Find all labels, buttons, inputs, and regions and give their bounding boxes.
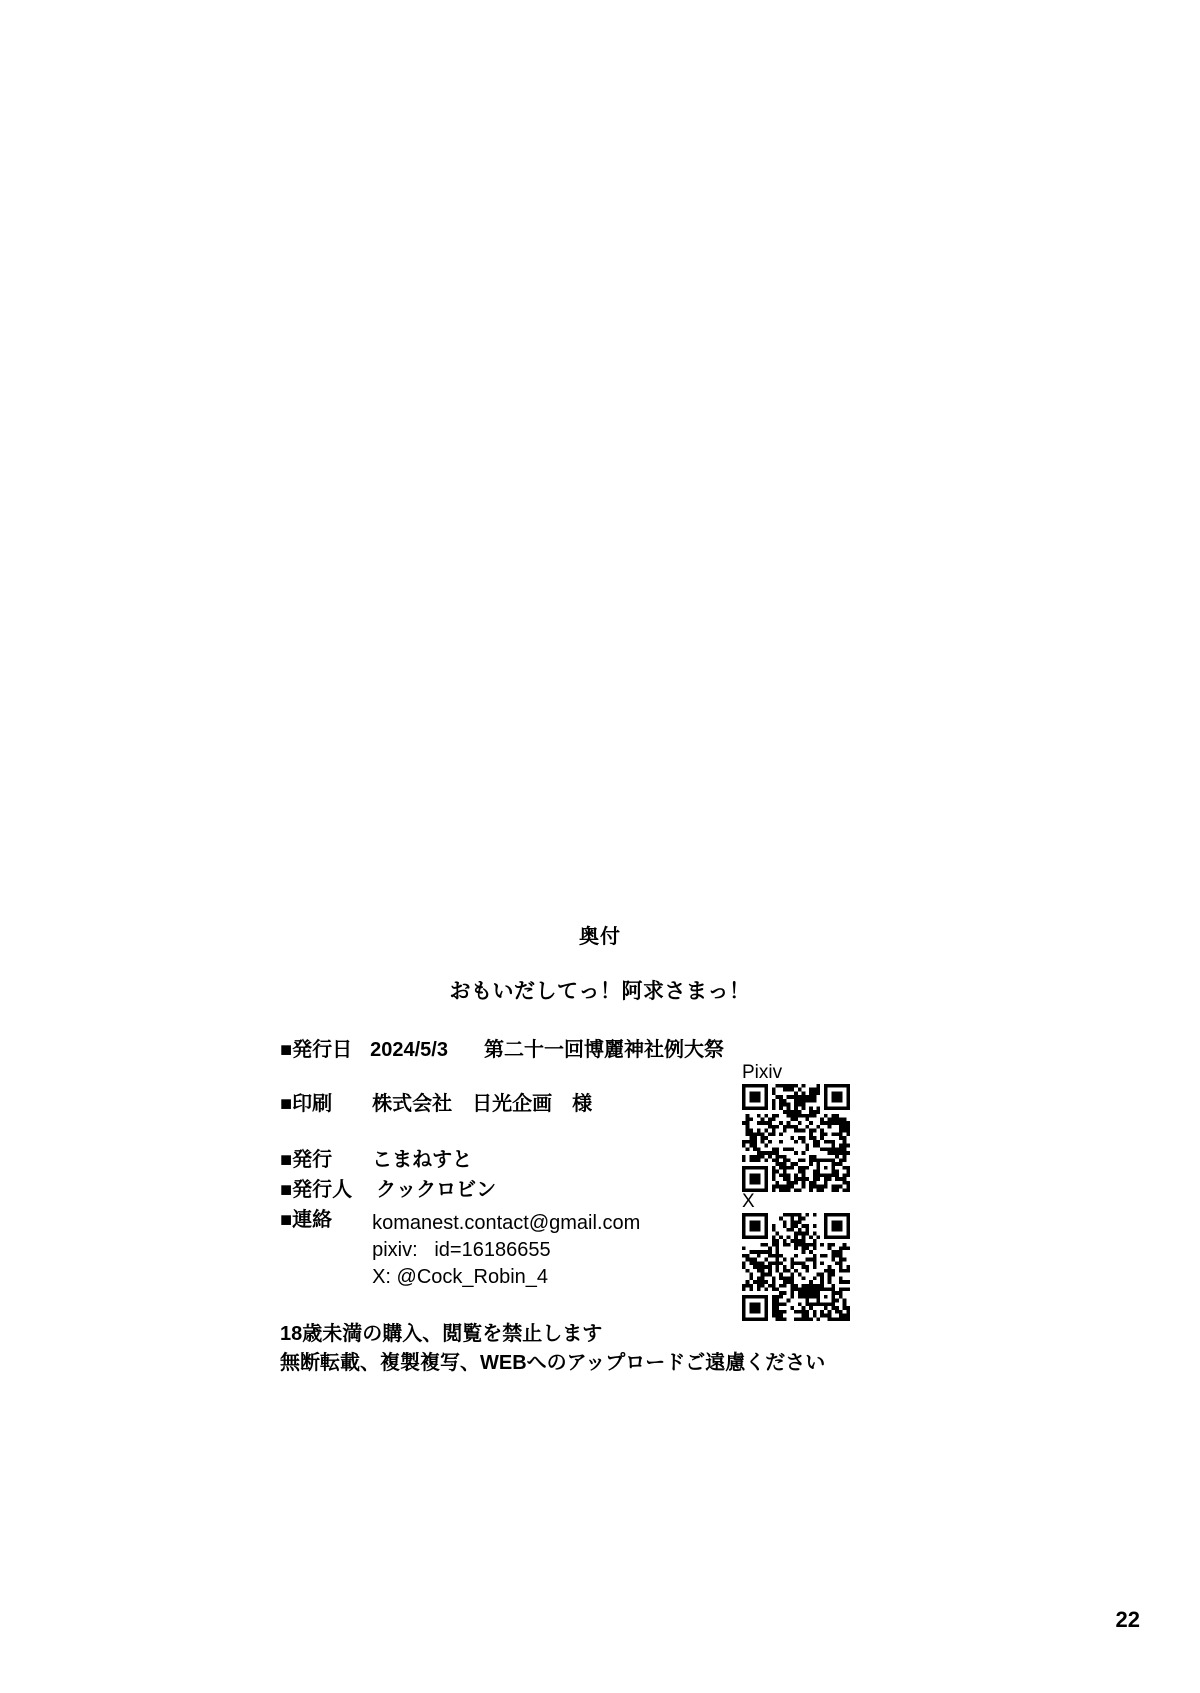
publisher-person-value: クックロビン: [376, 1179, 497, 1201]
contact-x-handle: X: @Cock_Robin_4: [372, 1266, 549, 1288]
notice-reproduction: 無断転載、複製複写、WEBへのアップロードご遠慮ください: [280, 1352, 826, 1374]
publication-event-value: 第二十一回博麗神社例大祭: [483, 1039, 724, 1061]
publication-date-value: 2024/5/3: [370, 1039, 448, 1061]
publisher-label: ■発行: [280, 1149, 333, 1171]
qr-block-pixiv: [742, 1063, 850, 1192]
qr-block-x: [742, 1192, 850, 1321]
publication-date-label: ■発行日: [280, 1039, 353, 1061]
work-title: おもいだしてっ！阿求さまっ！: [449, 980, 751, 1003]
page-number: 22: [1115, 1607, 1140, 1632]
colophon-heading: 奥付: [579, 926, 621, 948]
qr-label-pixiv: Pixiv: [742, 1062, 783, 1083]
notice-age-restriction: 18歳未満の購入、閲覧を禁止します: [280, 1323, 603, 1345]
qr-code-pixiv-icon: [742, 1084, 850, 1192]
publisher-value: こまねすと: [372, 1149, 473, 1171]
contact-pixiv-id: pixiv: id=16186655: [372, 1239, 551, 1261]
row-publication-date: [280, 1040, 920, 1060]
contact-email: komanest.contact@gmail.com: [372, 1212, 641, 1234]
printer-value: 株式会社 日光企画 様: [372, 1093, 593, 1115]
contact-values: [372, 1210, 640, 1291]
qr-code-x-icon: [742, 1213, 850, 1321]
contact-label: ■連絡: [280, 1209, 333, 1231]
colophon-section: [0, 920, 1200, 1374]
publisher-person-label: ■発行人: [280, 1179, 353, 1201]
printer-label: ■印刷: [280, 1093, 333, 1115]
legal-notice: [280, 1320, 825, 1378]
qr-label-x: X: [742, 1191, 755, 1212]
